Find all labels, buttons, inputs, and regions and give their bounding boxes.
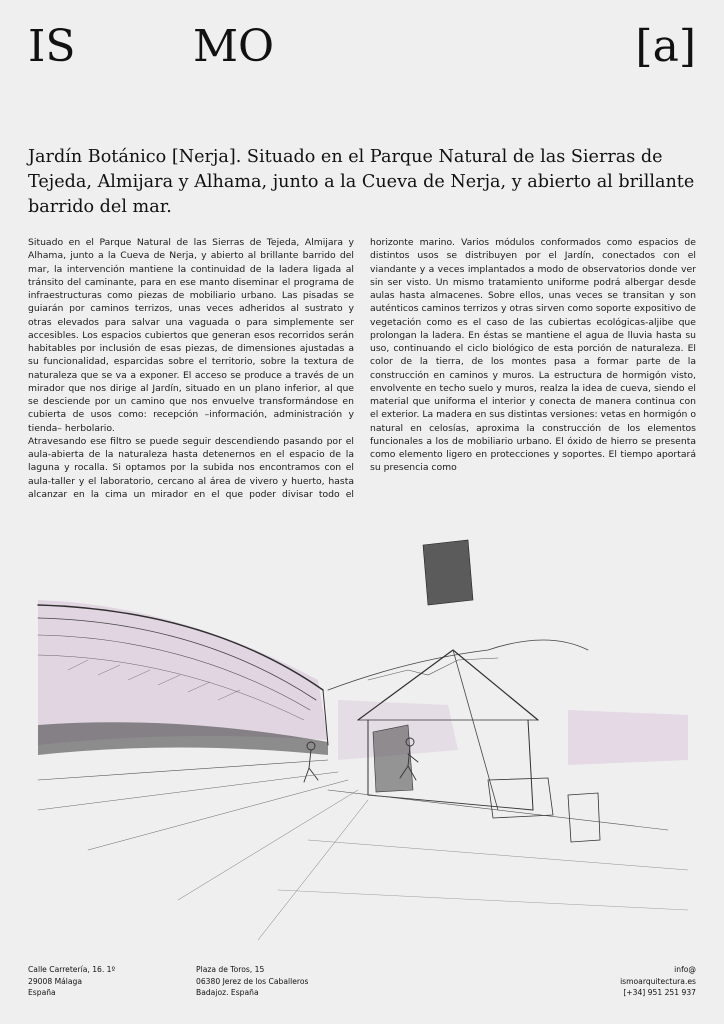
page-headline: Jardín Botánico [Nerja]. Situado en el Parque Natural de las Sierras de Tejeda, Almijara y Alhama, junto a la Cueva de Nerja, y abierto al brillante barrido del mar. [28, 147, 695, 217]
address-line: Plaza de Toros, 15 [196, 965, 265, 974]
footer-office-badajoz [196, 964, 308, 999]
shaded-block [423, 540, 473, 605]
address-line: Badajoz. España [196, 988, 259, 997]
logo-part-is: IS [28, 21, 76, 72]
footer [28, 964, 696, 1004]
address-line: España [28, 988, 56, 997]
hill-line [328, 640, 588, 690]
description-paragraph-2: Atravesando ese filtro se puede seguir descendiendo pasando por el aula-abierta de la naturaleza hasta detenernos en el espacio de la laguna y rocalla. Si optamos por la subida nos encontramos con el aula-taller y el laboratorio, cercano al área de vivero y huerto, hasta alcanzar en la cima un mirador en el que poder divisar todo el horizonte marino. Varios módulos conformados como espacios de distintos usos se distribuyen por el Jardín, conectados con el viandante y a veces implantados a modo de observatorios donde ver sin ser visto. Un mismo tratamiento uniforme podrá albergar desde aulas hasta almacenes. Sobre ellos, unas veces se transitan y son auténticos caminos terrizos y otras sirven como soporte expositivo de vegetación como es el caso de las cubiertas ecológicas-aljibe que prolongan la ladera. En éstas se mantiene el agua de lluvia hasta su uso, continuando el ciclo biológico de esta porción de naturaleza. El color de la tierra, de los montes pasa a formar parte de la construcción en caminos y muros. La estructura de hormigón visto, envolvente en techo suelo y muros, realza la idea de cueva, siendo el material que uniforma el interior y conecta de manera continua con el exterior. La madera en sus distintas versiones: vetas en hormigón o natural en celosías, aproxima la construcción de los elementos funcionales a los de mobiliario urbano. El óxido de hierro se presenta como elemento ligero en protecciones y soportes. El tiempo aportará su presencia como [28, 237, 696, 500]
ismo-logo [28, 22, 696, 72]
address-line: 29008 Málaga [28, 976, 83, 986]
phone-number[interactable]: [+34] 951 251 937 [623, 988, 696, 997]
pavilion-lattice [373, 725, 413, 792]
footer-contact [620, 964, 696, 999]
email-domain[interactable]: ismoarquitectura.es [620, 976, 696, 986]
address-line: Calle Carretería, 16. 1º [28, 965, 116, 974]
architectural-sketch [28, 510, 700, 950]
logo-part-a: [a] [635, 21, 696, 72]
project-description [28, 236, 696, 502]
right-post [568, 793, 600, 842]
right-hill-wash [568, 710, 688, 765]
pavilion-bench [488, 778, 553, 818]
logo-part-mo: MO [193, 21, 275, 72]
email-prefix[interactable]: info@ [674, 965, 696, 974]
description-paragraph-1: Situado en el Parque Natural de las Sierras de Tejeda, Almijara y Alhama, junto a la Cueva de Nerja, y abierto al brillante barrido del mar, la intervención mantiene la continuidad de la ladera ligada al tránsito del caminante, para en ese manto diseminar el programa de infraestructuras como piezas de mobiliario urbano. Las pisadas se guiarán por caminos terrizos, unas veces adheridos al sustrato y otras elevados para salvar una vaguada o para simplemente ser accesibles. Los espacios cubiertos que generan esos recorridos serán habitables por inclusión de esas piezas, de dimensiones ajustadas a su funcionalidad, esparcidas sobre el territorio, sobre la textura de naturaleza que se va a exponer. El acceso se produce a través de un mirador que nos dirige al Jardín, situado en un plano inferior, al que se desciende por un camino que nos envuelve transformándose en cubierta de usos como: recepción –información, administración y tienda– herbolario. [28, 237, 354, 434]
footer-office-malaga [28, 964, 115, 999]
address-line: 06380 Jerez de los Caballeros [196, 976, 309, 986]
